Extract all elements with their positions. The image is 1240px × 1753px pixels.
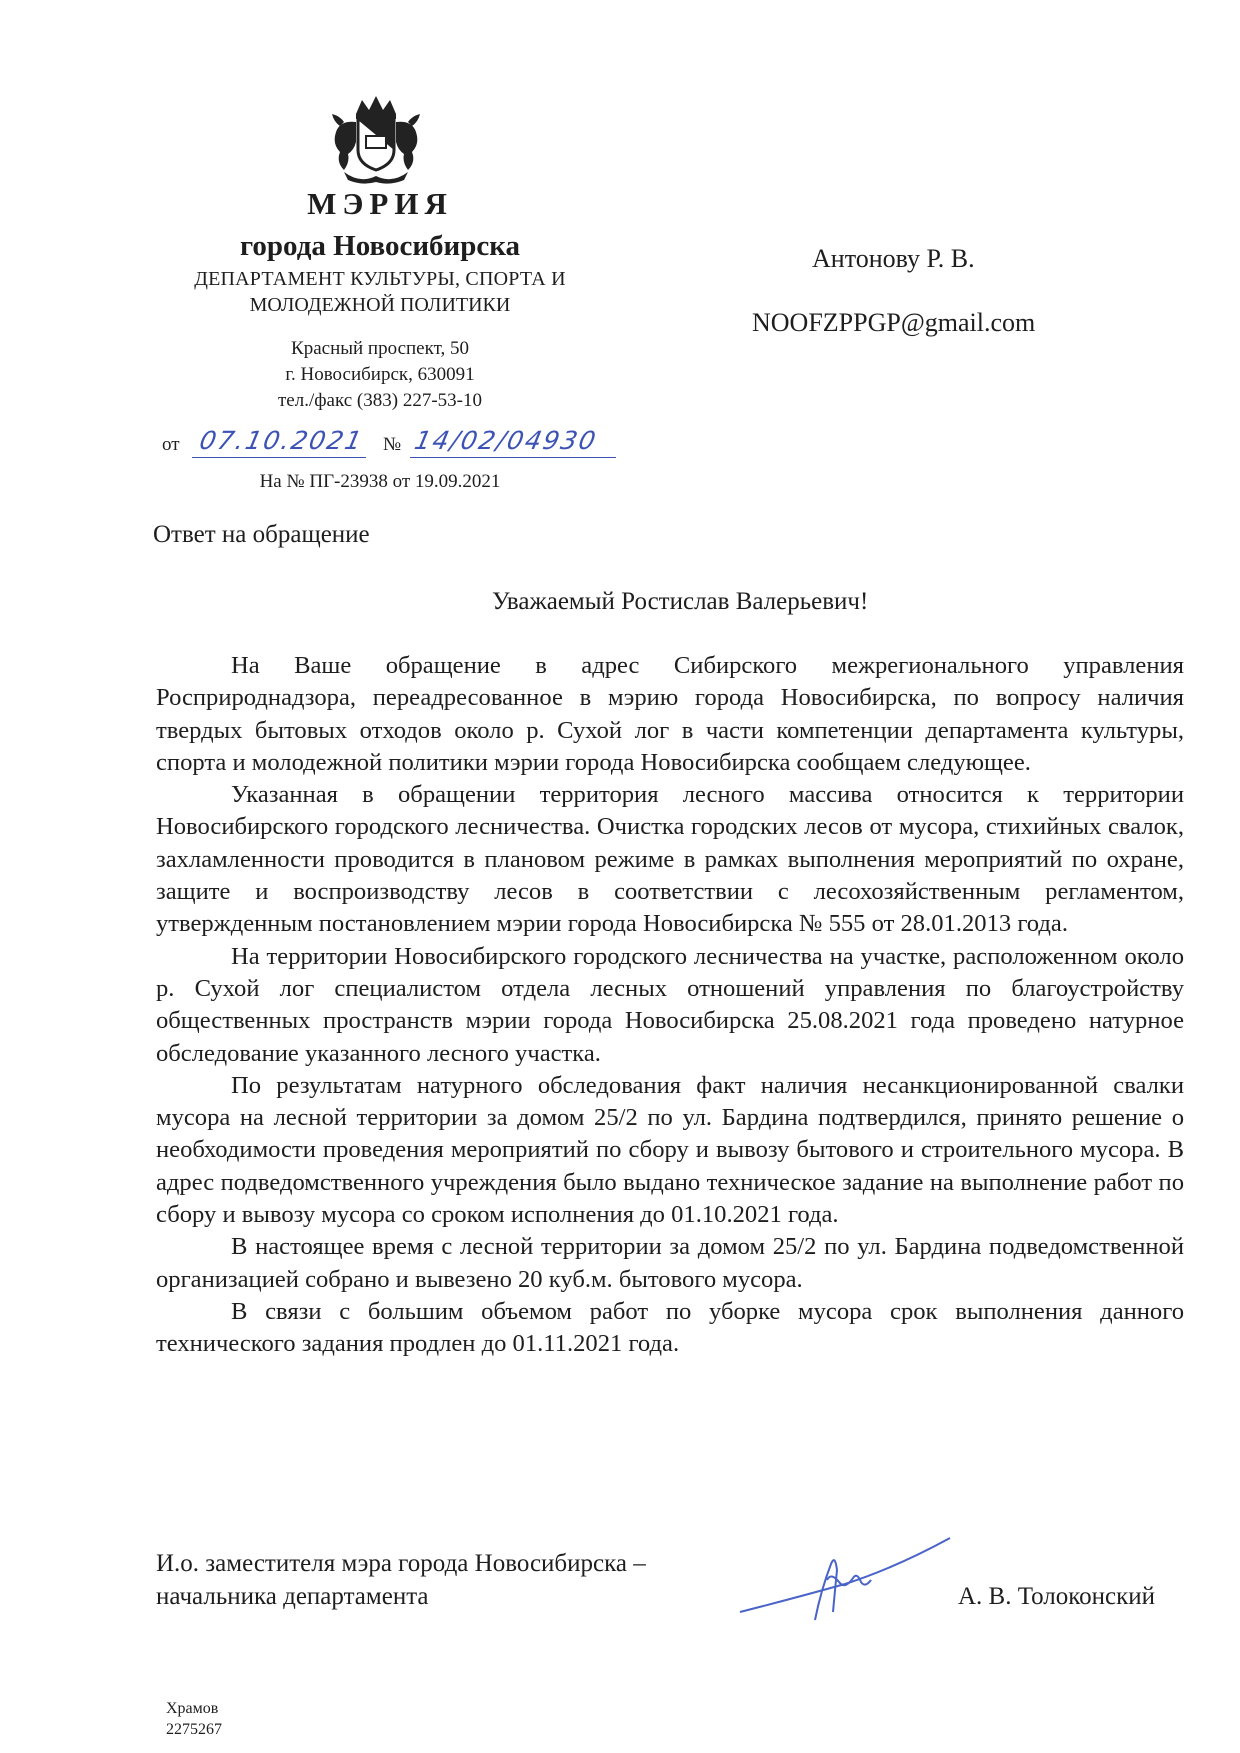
body-paragraph: Указанная в обращении территория лесного массива относится к территории Новосибирского городского лесничества. Очистка городских лесов от мусора, стихийных свалок, захламленности проводится в плановом режиме в рамках выполнения мероприятий по охране, защите и воспроизводству лесов в соответствии с лесохозяйственным регламентом, утвержденным постановлением мэрии города Новосибирска № 555 от 28.01.2013 года. [156, 781, 1184, 938]
registration-number: 14/02/04930 [411, 426, 601, 455]
executor-phone: 2275267 [166, 1721, 222, 1738]
recipient-email: NOOFZPPGP@gmail.com [752, 308, 1036, 337]
signatory-name: А. В. Толоконский [958, 1583, 1156, 1610]
number-label: № [383, 434, 402, 455]
body-paragraph: По результатам натурного обследования факт наличия несанкционированной свалки мусора на лесной территории за домом 25/2 по ул. Бардина подтвердился, принято решение о необходимости проведения мероприятий по сбору и вывозу бытового и строительного мусора. В адрес подведомственного учреждения было выдано техническое задание на выполнение работ по сбору и вывозу мусора со сроком исполнения до 01.10.2021 года. [156, 1071, 1184, 1229]
address-street: Красный проспект, 50 [291, 338, 469, 359]
letter-body [156, 650, 1184, 1361]
phone-fax: тел./факс (383) 227-53-10 [278, 390, 482, 411]
greeting: Уважаемый Ростислав Валерьевич! [492, 588, 869, 615]
address-city: г. Новосибирск, 630091 [285, 364, 475, 385]
department-name-line2: МОЛОДЕЖНОЙ ПОЛИТИКИ [249, 294, 511, 316]
executor-name: Храмов [166, 1700, 219, 1717]
number-underline [410, 457, 616, 458]
handwritten-signature-icon [735, 1520, 955, 1630]
signatory-title-line1: И.о. заместителя мэра города Новосибирска – [156, 1550, 646, 1577]
subject-line: Ответ на обращение [153, 521, 370, 548]
date-underline [192, 457, 366, 458]
body-paragraph: На Ваше обращение в адрес Сибирского межрегионального управления Росприроднадзора, переадресованное в мэрию города Новосибирска, по вопросу наличия твердых бытовых отходов около р. Сухой лог в части компетенции департамента культуры, спорта и молодежной политики мэрии города Новосибирска сообщаем следующее. [156, 652, 1184, 776]
org-name: МЭРИЯ [307, 186, 453, 221]
date-label: от [162, 434, 180, 455]
recipient-name: Антонову Р. В. [812, 244, 975, 273]
registration-date: 07.10.2021 [196, 426, 367, 455]
reference-line: На № ПГ-23938 от 19.09.2021 [259, 471, 501, 492]
body-paragraph: В настоящее время с лесной территории за домом 25/2 по ул. Бардина подведомственной организацией собрано и вывезено 20 куб.м. бытового мусора. [156, 1233, 1184, 1293]
city-coat-of-arms-icon [326, 92, 426, 186]
signatory-title-line2: начальника департамента [156, 1583, 429, 1610]
body-paragraph: В связи с большим объемом работ по уборке мусора срок выполнения данного технического задания продлен до 01.11.2021 года. [156, 1297, 1184, 1358]
city-name: города Новосибирска [239, 230, 521, 262]
department-name-line1: ДЕПАРТАМЕНТ КУЛЬТУРЫ, СПОРТА И [194, 268, 566, 290]
body-paragraph: На территории Новосибирского городского лесничества на участке, расположенном около р. Сухой лог специалистом отдела лесных отношений управления по благоустройству общественных пространств мэрии города Новосибирска 25.08.2021 года проведено натурное обследование указанного лесного участка. [156, 942, 1184, 1067]
